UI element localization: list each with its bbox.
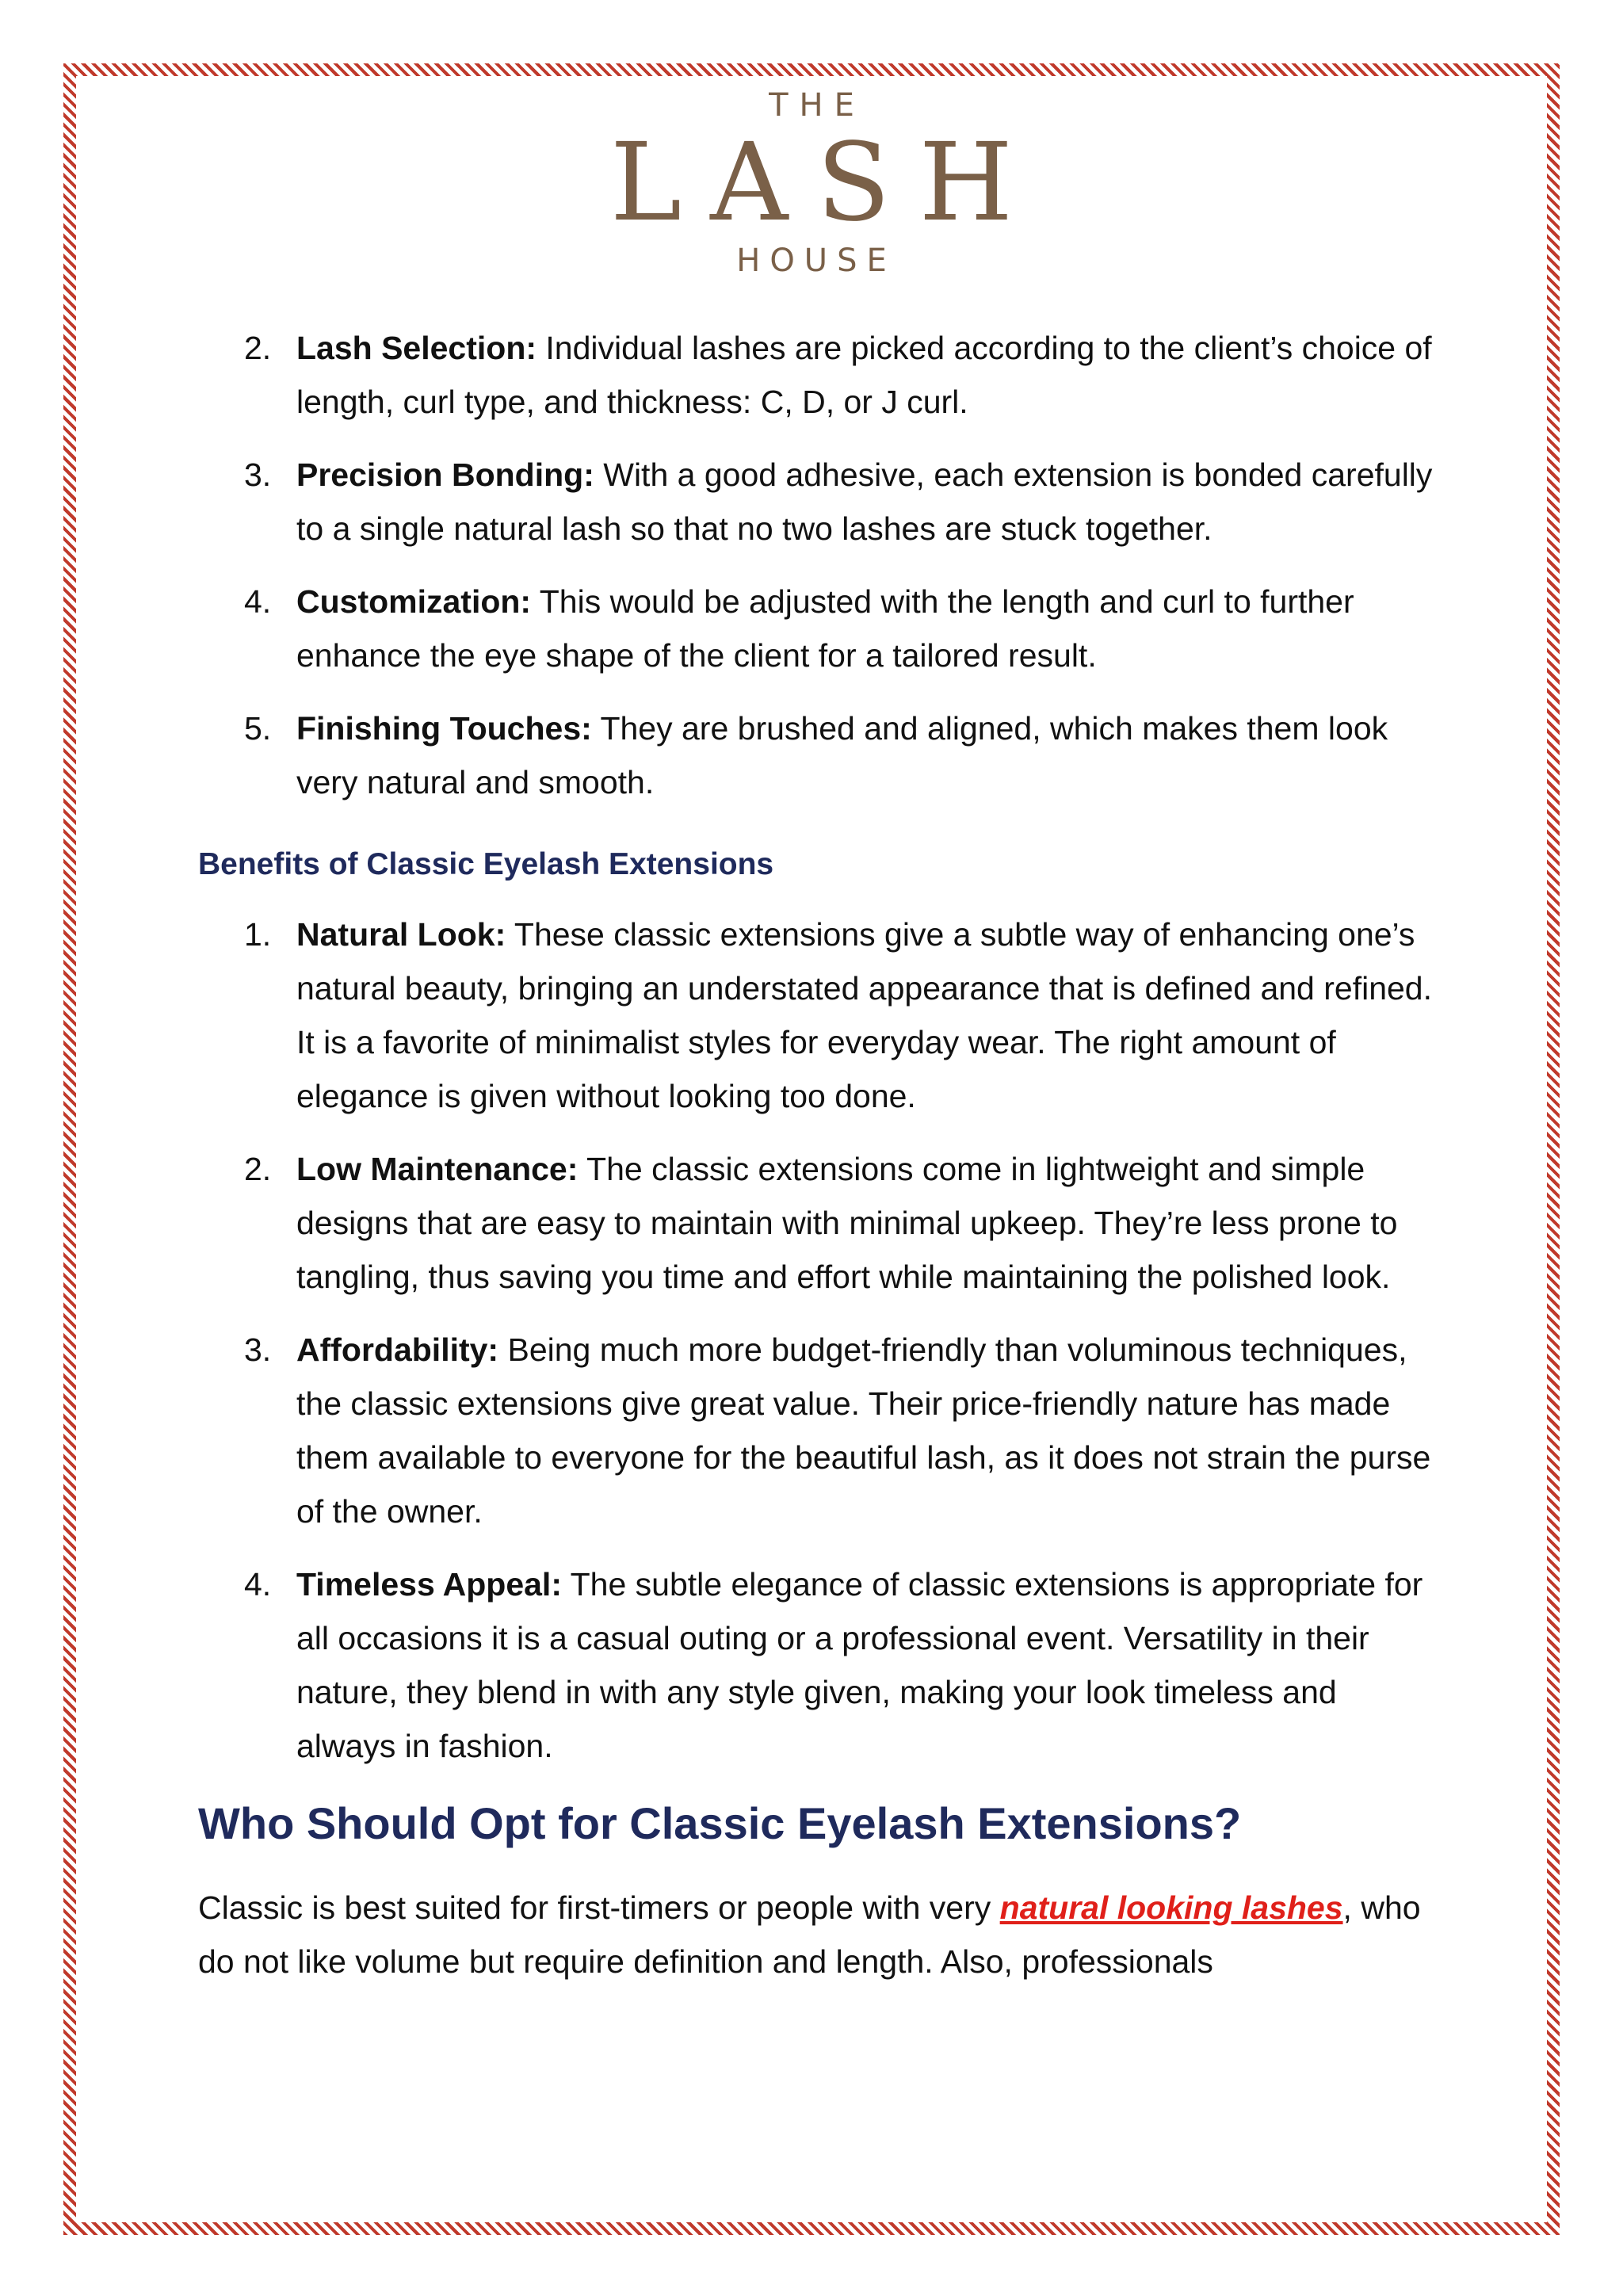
- item-term: Customization:: [296, 583, 532, 620]
- item-number: 1.: [244, 916, 272, 953]
- logo-the: THE: [769, 87, 865, 124]
- list-item: [198, 1557, 1434, 1773]
- item-text: With a good adhesive, each extension is bonded carefully to a single natural lash so that no two lashes are stuck together.: [296, 457, 1433, 547]
- item-number: 5.: [244, 710, 272, 747]
- para-text-after: , who do not like volume but require definition and length. Also, professionals: [198, 1889, 1421, 1980]
- logo-house: HOUSE: [736, 243, 896, 279]
- list-item: [198, 907, 1434, 1123]
- item-term: Timeless Appeal:: [296, 1566, 562, 1603]
- list-item: [198, 448, 1434, 556]
- item-text: This would be adjusted with the length and curl to further enhance the eye shape of the client for a tailored result.: [296, 583, 1354, 674]
- item-term: Low Maintenance:: [296, 1151, 579, 1187]
- item-term: Finishing Touches:: [296, 710, 592, 747]
- benefits-heading: Benefits of Classic Eyelash Extensions: [198, 847, 774, 881]
- para-text-before: Classic is best suited for first-timers or people with very: [198, 1889, 1000, 1926]
- item-number: 4.: [244, 583, 272, 620]
- list-item: [198, 575, 1434, 682]
- natural-lashes-link[interactable]: natural looking lashes: [999, 1889, 1343, 1926]
- item-text: Being much more budget-friendly than voluminous techniques, the classic extensions give great value. Their price-friendly nature has made them available to everyone for the beautiful lash, as it does not strain the purse of the owner.: [296, 1331, 1431, 1530]
- item-number: 2.: [244, 330, 272, 366]
- item-number: 3.: [244, 457, 272, 493]
- benefits-list: [198, 907, 1434, 1773]
- item-number: 3.: [244, 1331, 272, 1368]
- who-paragraph: [198, 1881, 1434, 1988]
- list-item: [198, 1323, 1434, 1538]
- item-number: 2.: [244, 1151, 272, 1187]
- list-item: [198, 701, 1434, 809]
- item-text: They are brushed and aligned, which makes them look very natural and smooth.: [296, 710, 1388, 800]
- item-term: Lash Selection:: [296, 330, 537, 366]
- process-steps-list: [198, 321, 1434, 809]
- item-text: Individual lashes are picked according to the client’s choice of length, curl type, and thickness: C, D, or J curl.: [296, 330, 1432, 420]
- item-term: Precision Bonding:: [296, 457, 594, 493]
- item-text: The subtle elegance of classic extensions is appropriate for all occasions it is a casual outing or a professional event. Versatility in their nature, they blend in with any style given, making your look timeless and always in fashion.: [296, 1566, 1423, 1764]
- item-term: Natural Look:: [296, 916, 506, 953]
- item-number: 4.: [244, 1566, 272, 1603]
- list-item: [198, 1142, 1434, 1304]
- item-term: Affordability:: [296, 1331, 499, 1368]
- who-heading: Who Should Opt for Classic Eyelash Extensions?: [198, 1798, 1242, 1848]
- list-item: [198, 321, 1434, 429]
- item-text: The classic extensions come in lightweight and simple designs that are easy to maintain with minimal upkeep. They’re less prone to tangling, thus saving you time and effort while maintaining the polished look.: [296, 1151, 1398, 1295]
- item-text: These classic extensions give a subtle way of enhancing one’s natural beauty, bringing an understated appearance that is defined and refined. It is a favorite of minimalist styles for everyday wear. The right amount of elegance is given without looking too done.: [296, 916, 1432, 1114]
- document-body: [198, 321, 1434, 1988]
- brand-logo: [0, 87, 1623, 279]
- logo-lash: LASH: [609, 120, 1042, 246]
